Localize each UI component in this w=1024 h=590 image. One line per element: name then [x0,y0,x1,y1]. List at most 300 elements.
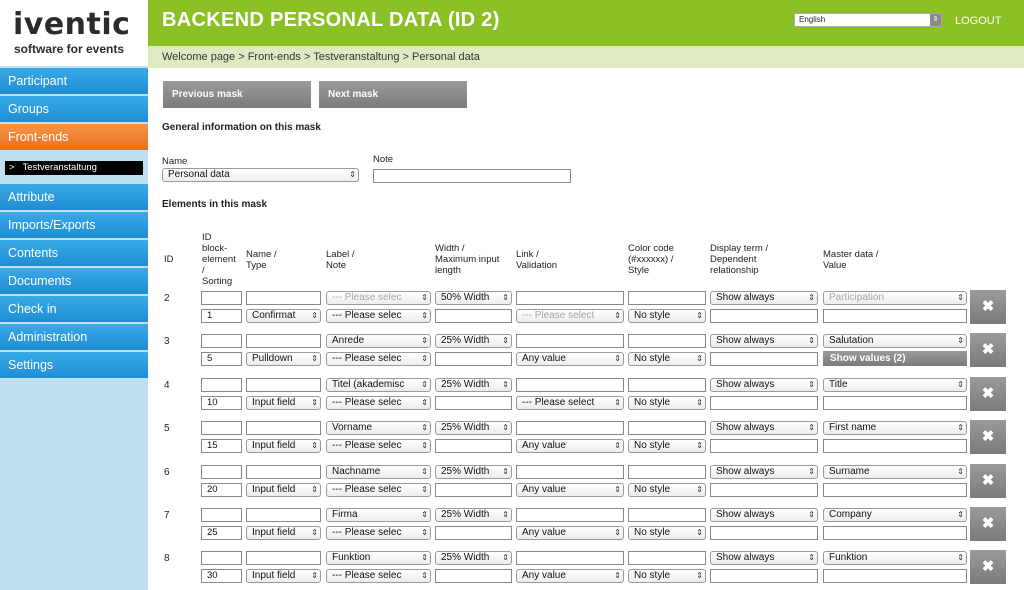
select-arrows-icon: ⇕ [311,441,318,450]
sidebar-item-imports-exports[interactable]: Imports/Exports [0,212,148,239]
display-term-select[interactable] [710,508,818,522]
color-code-input[interactable] [628,508,706,522]
label-select-value: Anrede [332,335,365,346]
row-id: 5 [164,423,170,434]
select-arrows-icon: ⇕ [421,528,428,537]
validation-select-value: Any value [522,570,566,581]
note-select[interactable] [326,309,431,323]
max-length-input[interactable] [435,309,512,323]
row-id: 4 [164,380,170,391]
col-header-block-line: Sorting [202,276,233,287]
element-name-input[interactable] [246,291,321,305]
col-header-line: (#xxxxxx) / [628,254,674,265]
note-select-value: --- Please selec [332,310,402,321]
label-select-value: Nachname [332,466,381,477]
logo[interactable] [0,0,148,66]
select-arrows-icon: ⇕ [502,553,509,562]
select-arrows-icon: ⇕ [696,441,703,450]
master-data-value: Surname [829,466,870,477]
width-select-value: 25% Width [441,422,490,433]
select-arrows-icon: ⇕ [696,485,703,494]
color-code-input[interactable] [628,334,706,348]
delete-row-button[interactable] [970,333,1006,367]
note-select[interactable] [326,483,431,497]
col-header-line: Color code [628,243,674,254]
validation-select[interactable] [516,352,624,366]
style-select[interactable] [628,569,706,583]
element-name-input[interactable] [246,421,321,435]
element-name-input[interactable] [246,378,321,392]
col-header-link-validation [516,249,557,271]
style-select-value: No style [634,397,671,408]
dependent-relationship-input[interactable] [710,352,818,366]
width-select[interactable] [435,508,512,522]
col-header-block-line: ID [202,232,212,243]
select-arrows-icon: ⇕ [808,293,815,302]
page-title: BACKEND PERSONAL DATA (ID 2) [162,9,500,31]
max-length-input[interactable] [435,352,512,366]
show-values-button[interactable]: Show values (2) [823,351,967,366]
col-header-line: Name / [246,249,277,260]
style-select-value: No style [634,570,671,581]
block-id-input[interactable] [201,421,242,435]
select-arrows-icon: ⇕ [421,311,428,320]
max-length-input[interactable] [435,526,512,540]
select-arrows-icon: ⇕ [696,398,703,407]
link-input[interactable] [516,421,624,435]
select-arrows-icon: ⇕ [614,354,621,363]
select-arrows-icon: ⇕ [808,553,815,562]
width-select-value: 25% Width [441,466,490,477]
dependent-relationship-input[interactable] [710,483,818,497]
sidebar-item-check-in[interactable]: Check in [0,296,148,323]
label-select[interactable] [326,551,431,565]
close-icon: ✖ [981,341,995,358]
type-select[interactable] [246,526,321,540]
validation-select-value: Any value [522,353,566,364]
select-arrows-icon: ⇕ [696,528,703,537]
link-input[interactable] [516,291,624,305]
master-data-select[interactable] [823,421,967,435]
select-arrows-icon: ⇕ [502,293,509,302]
sidebar-subitem-testveranstaltung[interactable] [5,161,143,175]
sidebar-item-administration[interactable]: Administration [0,324,148,351]
select-arrows-icon: ⇕ [957,467,964,476]
width-select-value: 25% Width [441,379,490,390]
master-data-value: Title [829,379,848,390]
select-arrows-icon: ⇕ [614,398,621,407]
logo-tagline: software for events [14,42,125,56]
name-label: Name [162,156,188,167]
select-arrows-icon: ⇕ [808,467,815,476]
display-term-select[interactable] [710,551,818,565]
sidebar-item-settings[interactable]: Settings [0,352,148,379]
select-arrows-icon: ⇕ [421,398,428,407]
note-select[interactable] [326,352,431,366]
master-value-input[interactable] [823,483,967,497]
delete-row-button[interactable] [970,507,1006,541]
display-term-value: Show always [716,552,775,563]
close-icon: ✖ [981,298,995,315]
note-input[interactable] [373,169,571,183]
display-term-value: Show always [716,466,775,477]
validation-select[interactable] [516,396,624,410]
width-select[interactable] [435,334,512,348]
color-code-input[interactable] [628,378,706,392]
select-arrows-icon: ⇕ [957,380,964,389]
validation-select[interactable] [516,439,624,453]
master-value-input[interactable] [823,309,967,323]
language-select[interactable] [794,13,942,27]
col-header-line: Display term / [710,243,769,254]
style-select-value: No style [634,353,671,364]
note-select[interactable] [326,569,431,583]
width-select[interactable] [435,421,512,435]
sidebar-item-front-ends[interactable]: Front-ends [0,124,148,151]
select-arrows-icon: ⇕ [502,423,509,432]
close-icon: ✖ [981,515,995,532]
validation-select[interactable] [516,526,624,540]
label-select[interactable] [326,465,431,479]
style-select-value: No style [634,484,671,495]
col-header-line: relationship [710,265,759,276]
select-arrows-icon: ⇕ [311,354,318,363]
select-arrows-icon: ⇕ [311,311,318,320]
validation-select-value: Any value [522,440,566,451]
master-value-input[interactable] [823,569,967,583]
select-arrows-icon: ⇕ [311,571,318,580]
width-select[interactable] [435,378,512,392]
color-code-input[interactable] [628,421,706,435]
col-header-line: Dependent [710,254,757,265]
label-select-value: --- Please selec [332,292,402,303]
select-arrows-icon: ⇕ [696,354,703,363]
block-id-input[interactable] [201,465,242,479]
max-length-input[interactable] [435,396,512,410]
col-header-line: Link / [516,249,539,260]
select-arrows-icon: ⇕ [349,170,356,179]
logout-link[interactable]: LOGOUT [955,15,1002,27]
select-arrows-icon: ⇕ [808,380,815,389]
max-length-input[interactable] [435,483,512,497]
col-header-line: Value [823,260,847,271]
element-name-input[interactable] [246,465,321,479]
width-select[interactable] [435,291,512,305]
row-id: 3 [164,336,170,347]
type-select[interactable] [246,352,321,366]
main-content [148,68,1024,590]
type-select-value: Input field [252,527,296,538]
col-header-block-line: element [202,254,236,265]
label-select-value: Vorname [332,422,373,433]
block-id-input[interactable] [201,378,242,392]
display-term-select[interactable] [710,421,818,435]
master-data-value: First name [829,422,877,433]
select-arrows-icon: ⇕ [696,571,703,580]
master-data-select[interactable] [823,508,967,522]
master-value-input[interactable] [823,526,967,540]
validation-select-value: Any value [522,527,566,538]
width-select-value: 25% Width [441,509,490,520]
style-select[interactable] [628,483,706,497]
delete-row-button[interactable] [970,550,1006,584]
delete-row-button[interactable] [970,420,1006,454]
close-icon: ✖ [981,385,995,402]
sidebar-item-contents[interactable]: Contents [0,240,148,267]
general-info-heading: General information on this mask [162,122,321,133]
select-arrows-icon: ⇕ [311,398,318,407]
sidebar-item-documents[interactable]: Documents [0,268,148,295]
type-select-value: Input field [252,440,296,451]
sorting-input[interactable]: 30 [201,569,242,583]
sorting-input[interactable]: 5 [201,352,242,366]
color-code-input[interactable] [628,551,706,565]
dependent-relationship-input[interactable] [710,569,818,583]
type-select[interactable] [246,396,321,410]
col-header-line: length [435,265,461,276]
delete-row-button[interactable] [970,290,1006,324]
select-arrows-icon: ⇕ [957,553,964,562]
select-arrows-icon: ⇕ [957,423,964,432]
col-header-line: Note [326,260,347,271]
row-id: 6 [164,467,170,478]
master-data-select[interactable] [823,334,967,348]
select-arrows-icon: ⇕ [614,441,621,450]
type-select[interactable] [246,483,321,497]
master-data-select[interactable] [823,378,967,392]
block-id-input[interactable] [201,508,242,522]
label-select-value: Firma [332,509,358,520]
block-id-input[interactable] [201,551,242,565]
select-arrows-icon: ⇕ [502,467,509,476]
label-select[interactable] [326,378,431,392]
display-term-value: Show always [716,292,775,303]
type-select-value: Pulldown [252,353,293,364]
col-header-block-sorting [202,232,236,287]
close-icon: ✖ [981,428,995,445]
select-arrows-icon: ⇕ [614,311,621,320]
type-select[interactable] [246,309,321,323]
master-value-input[interactable] [823,396,967,410]
note-select-value: --- Please selec [332,397,402,408]
select-arrows-icon: ⇕ [421,380,428,389]
note-select-value: --- Please selec [332,440,402,451]
dependent-relationship-input[interactable] [710,396,818,410]
col-header-id: ID [164,254,174,265]
display-term-select[interactable] [710,334,818,348]
label-select-value: Titel (akademisc [332,379,405,390]
style-select[interactable] [628,439,706,453]
display-term-select[interactable] [710,378,818,392]
master-value-input[interactable] [823,439,967,453]
sidebar [0,66,148,590]
style-select-value: No style [634,527,671,538]
select-arrows-icon: ⇕ [311,485,318,494]
label-select[interactable] [326,421,431,435]
master-data-value: Participation [829,292,885,303]
row-id: 8 [164,553,170,564]
sidebar-item-participant[interactable]: Participant [0,68,148,95]
select-arrows-icon: ⇕ [502,380,509,389]
link-input[interactable] [516,465,624,479]
master-data-select[interactable] [823,465,967,479]
elements-heading: Elements in this mask [162,199,268,210]
col-header-color-style [628,243,674,276]
select-arrows-icon: ⇕ [421,336,428,345]
style-select[interactable] [628,309,706,323]
col-header-line: Label / [326,249,355,260]
col-header-display [710,243,768,276]
col-header-name-type [246,249,277,271]
type-select[interactable] [246,439,321,453]
col-header-line: Type [246,260,267,271]
label-select[interactable] [326,334,431,348]
note-select[interactable] [326,396,431,410]
max-length-input[interactable] [435,569,512,583]
validation-select[interactable] [516,483,624,497]
link-input[interactable] [516,378,624,392]
width-select[interactable] [435,551,512,565]
element-name-input[interactable] [246,551,321,565]
breadcrumb: Welcome page > Front-ends > Testveranstaltung > Personal data [162,51,480,63]
style-select[interactable] [628,396,706,410]
element-name-input[interactable] [246,508,321,522]
master-data-select[interactable] [823,291,967,305]
dependent-relationship-input[interactable] [710,526,818,540]
display-term-value: Show always [716,379,775,390]
link-input[interactable] [516,551,624,565]
dependent-relationship-input[interactable] [710,309,818,323]
sidebar-item-groups[interactable]: Groups [0,96,148,123]
select-arrows-icon: ⇕ [421,467,428,476]
note-select[interactable] [326,526,431,540]
select-arrows-icon: ⇕ [421,441,428,450]
label-select[interactable] [326,508,431,522]
close-icon: ✖ [981,472,995,489]
color-code-input[interactable] [628,465,706,479]
col-header-line: Validation [516,260,558,271]
style-select[interactable] [628,526,706,540]
mask-name-value: Personal data [168,169,230,180]
sidebar-subitem-label: Testveranstaltung [22,162,97,173]
col-header-label-note [326,249,355,271]
validation-select[interactable] [516,309,624,323]
delete-row-button[interactable] [970,464,1006,498]
note-select-value: --- Please selec [332,353,402,364]
display-term-value: Show always [716,335,775,346]
select-arrows-icon: ⇕ [957,293,964,302]
width-select-value: 50% Width [441,292,490,303]
row-id: 2 [164,293,170,304]
width-select-value: 25% Width [441,552,490,563]
next-mask-button[interactable]: Next mask [319,81,467,108]
validation-select-value: --- Please select [522,397,595,408]
col-header-line: Style [628,265,650,276]
select-arrows-icon: ⇕ [614,528,621,537]
mask-name-select[interactable] [162,168,359,182]
select-arrows-icon: ⇕ [808,336,815,345]
display-term-select[interactable] [710,291,818,305]
master-data-value: Salutation [829,335,874,346]
previous-mask-button[interactable]: Previous mask [163,81,311,108]
width-select[interactable] [435,465,512,479]
block-id-input[interactable] [201,334,242,348]
col-header-block-line: / [202,265,205,276]
link-input[interactable] [516,508,624,522]
master-data-value: Company [829,509,872,520]
sidebar-item-attribute[interactable]: Attribute [0,184,148,211]
select-arrows-icon: ⇕ [502,510,509,519]
col-header-master-data [823,249,878,271]
select-arrows-icon: ⇕ [421,485,428,494]
color-code-input[interactable] [628,291,706,305]
type-select-value: Confirmat [252,310,296,321]
master-data-select[interactable] [823,551,967,565]
display-term-value: Show always [716,509,775,520]
breadcrumb-bar [148,46,1024,68]
header-bar [148,0,1024,46]
select-arrows-icon: ⇕ [696,311,703,320]
type-select-value: Input field [252,484,296,495]
sidebar-subitem-marker: > [9,162,15,173]
dependent-relationship-input[interactable] [710,439,818,453]
sorting-input[interactable]: 15 [201,439,242,453]
max-length-input[interactable] [435,439,512,453]
master-data-value: Funktion [829,552,868,563]
select-arrows-icon: ⇕ [614,571,621,580]
note-select-value: --- Please selec [332,570,402,581]
display-term-value: Show always [716,422,775,433]
validation-select[interactable] [516,569,624,583]
select-arrows-icon: ⇕ [421,293,428,302]
note-select[interactable] [326,439,431,453]
select-arrows-icon: ⇕ [421,354,428,363]
select-arrows-icon: ⇕ [614,485,621,494]
select-arrows-icon: ⇕ [957,510,964,519]
select-arrows-icon: ⇕ [808,510,815,519]
select-arrows-icon: ⇕ [421,423,428,432]
delete-row-button[interactable] [970,377,1006,411]
validation-select-value: Any value [522,484,566,495]
link-input[interactable] [516,334,624,348]
style-select[interactable] [628,352,706,366]
select-arrows-icon: ⇕ [502,336,509,345]
col-header-width [435,243,499,276]
sorting-input[interactable]: 20 [201,483,242,497]
note-label: Note [373,154,394,165]
sorting-input[interactable]: 25 [201,526,242,540]
type-select-value: Input field [252,570,296,581]
sorting-input[interactable]: 1 [201,309,242,323]
block-id-input[interactable] [201,291,242,305]
width-select-value: 25% Width [441,335,490,346]
element-name-input[interactable] [246,334,321,348]
col-header-line: Master data / [823,249,879,260]
row-id: 7 [164,510,170,521]
type-select[interactable] [246,569,321,583]
label-select-value: Funktion [332,552,371,563]
sorting-input[interactable]: 10 [201,396,242,410]
validation-select-value: --- Please select [522,310,595,321]
label-select[interactable] [326,291,431,305]
select-arrows-icon: ⇕ [311,528,318,537]
select-arrows-icon: ⇕ [421,571,428,580]
col-header-block-line: block- [202,243,228,254]
style-select-value: No style [634,440,671,451]
select-arrows-icon: ⇕ [930,14,941,26]
display-term-select[interactable] [710,465,818,479]
select-arrows-icon: ⇕ [421,553,428,562]
